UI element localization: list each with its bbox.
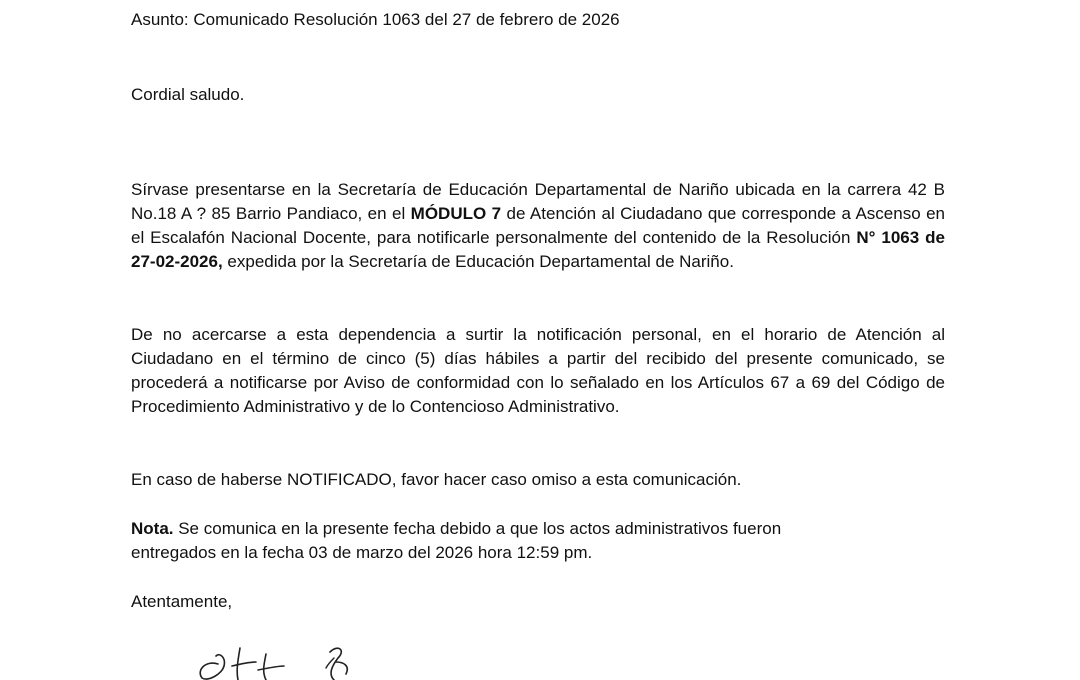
greeting: Cordial saludo. bbox=[131, 85, 245, 104]
paragraph-3: En caso de haberse NOTIFICADO, favor hacer caso omiso a esta comunicación. bbox=[131, 470, 742, 489]
subject-line: Asunto: Comunicado Resolución 1063 del 27 de febrero de 2026 bbox=[131, 10, 620, 29]
resolution-number: N° 1063 de 27-02-2026, bbox=[131, 228, 946, 271]
note-label: Nota. bbox=[131, 519, 174, 538]
note-line-2: entregados en la fecha 03 de marzo del 2026 hora 12:59 pm. bbox=[131, 543, 593, 562]
paragraph-1-part-1: Sírvase presentarse en la Secretaría de Educación Departamental de Nariño ubicada en la carrera 42 B No.18 A ? 85 Barrio Pandiaco, en el bbox=[131, 180, 945, 223]
paragraph-2: De no acercarse a esta dependencia a surtir la notificación personal, en el horario de Atención al Ciudadano en el término de cinco (5) días hábiles a partir del recibido del presente comunicado, se procederá a notificarse por Aviso de conformidad con lo señalado en los Artículos 67 a 69 del Código de Procedimiento Administrativo y de lo Contencioso Administrativo. bbox=[131, 325, 945, 416]
closing: Atentamente, bbox=[131, 592, 233, 611]
paragraph-1-part-3: expedida por la Secretaría de Educación Departamental de Nariño. bbox=[222, 252, 734, 271]
module-number: MÓDULO 7 bbox=[410, 204, 502, 223]
paragraph-1 bbox=[131, 178, 945, 274]
note-text: Se comunica en la presente fecha debido a que los actos administrativos fueron bbox=[173, 519, 782, 538]
handwritten-signature bbox=[188, 640, 358, 680]
paragraph-1-part-2: de Atención al Ciudadano que corresponde a Ascenso en el Escalafón Nacional Docente, para notificarle personalmente del contenido de la Resolución bbox=[131, 204, 945, 247]
note-line-1 bbox=[131, 519, 781, 539]
